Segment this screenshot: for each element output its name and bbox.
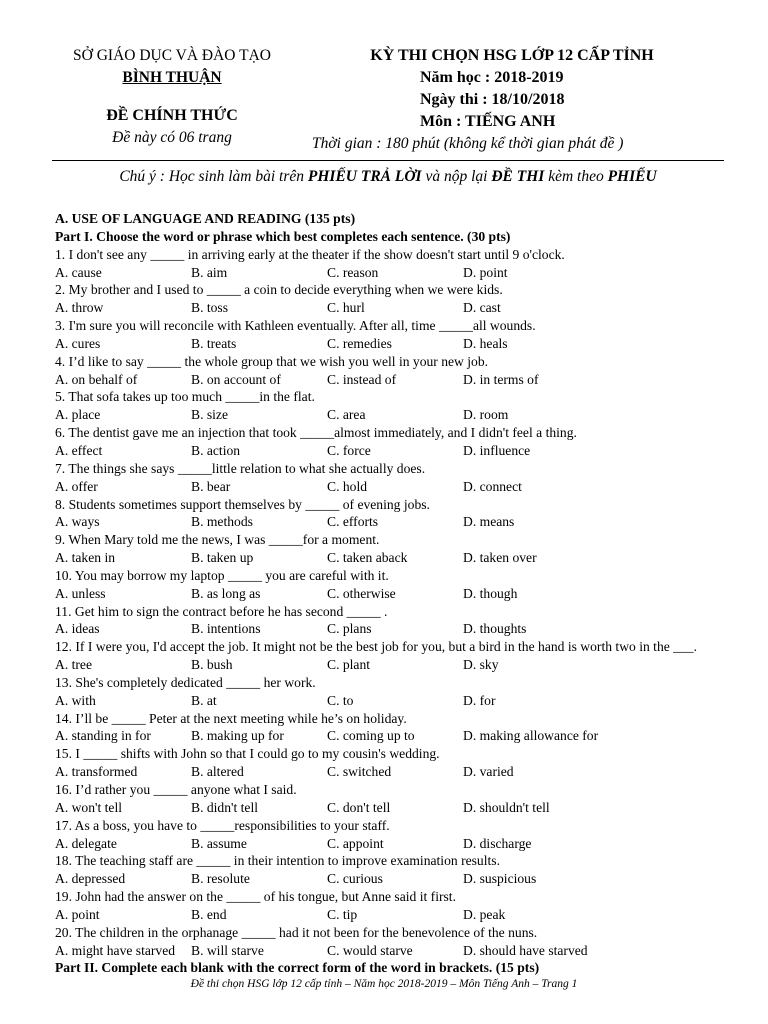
header-divider (52, 160, 724, 161)
answer-option: B. aim (191, 264, 228, 280)
answer-options (55, 371, 735, 389)
answer-option: D. connect (463, 478, 522, 494)
answer-option: A. point (55, 906, 100, 922)
exam-date: Ngày thi : 18/10/2018 (420, 91, 565, 108)
question-text: 14. I’ll be _____ Peter at the next meeting while he’s on holiday. (55, 710, 407, 726)
exam-duration: Thời gian : 180 phút (không kể thời gian phát đề ) (312, 135, 624, 152)
answer-options (55, 264, 735, 282)
answer-option: B. altered (191, 764, 244, 780)
header-left (52, 45, 292, 149)
answer-option: B. as long as (191, 585, 261, 601)
answer-option: C. taken aback (327, 550, 408, 566)
question-text: 17. As a boss, you have to _____responsibilities to your staff. (55, 817, 390, 833)
note-exam: ĐỀ THI (491, 168, 545, 185)
answer-option: C. instead of (327, 371, 397, 387)
answer-option: D. thoughts (463, 621, 527, 637)
answer-option: C. force (327, 442, 371, 458)
answer-option: B. bear (191, 478, 231, 494)
answer-options (55, 656, 735, 674)
answer-option: D. point (463, 264, 508, 280)
answer-option: C. would starve (327, 942, 413, 958)
answer-option: D. means (463, 514, 515, 530)
question-text: 16. I’d rather you _____ anyone what I said. (55, 782, 297, 797)
answer-option: B. bush (191, 657, 233, 673)
answer-option: D. discharge (463, 835, 532, 851)
answer-option: A. effect (55, 442, 103, 458)
answer-option: B. action (191, 442, 241, 458)
answer-option: C. hold (327, 478, 368, 494)
question-text: 15. I _____ shifts with John so that I could go to my cousin's wedding. (55, 746, 440, 762)
answer-option: B. making up for (191, 728, 284, 744)
answer-options (55, 763, 735, 781)
answer-option: D. influence (463, 442, 531, 458)
part-heading: Part II. Complete each blank with the correct form of the word in brackets. (15 pts) (55, 960, 540, 976)
answer-option: D. though (463, 585, 518, 601)
answer-option: A. offer (55, 478, 98, 494)
answer-option: A. depressed (55, 871, 126, 887)
answer-option: C. plans (327, 621, 372, 637)
answer-options (55, 406, 735, 424)
department-name: SỞ GIÁO DỤC VÀ ĐÀO TẠO (73, 47, 271, 64)
answer-option: A. taken in (55, 550, 116, 566)
answer-option: C. remedies (327, 335, 392, 351)
school-year: Năm học : 2018-2019 (420, 69, 564, 86)
question-text: 13. She's completely dedicated _____ her work. (55, 674, 316, 690)
answer-option: C. to (327, 692, 354, 708)
answer-option: C. otherwise (327, 585, 396, 601)
note-middle2: kèm theo (544, 168, 608, 185)
official-label: ĐỀ CHÍNH THỨC (106, 107, 238, 124)
answer-options (55, 620, 735, 638)
answer-option: D. in terms of (463, 371, 539, 387)
instruction-note (52, 168, 724, 186)
question-text: 18. The teaching staff are _____ in their intention to improve examination results. (55, 853, 500, 869)
answer-option: A. won't tell (55, 799, 123, 815)
answer-option: A. throw (55, 300, 104, 316)
answer-option: B. methods (191, 514, 253, 530)
answer-options (55, 549, 735, 567)
question-text: 2. My brother and I used to _____ a coin to decide everything when we were kids. (55, 282, 503, 298)
answer-option: D. making allowance for (463, 728, 599, 744)
answer-option: A. might have starved (55, 942, 176, 958)
answer-option: B. taken up (191, 550, 254, 566)
answer-options (55, 799, 735, 817)
section-heading: A. USE OF LANGUAGE AND READING (135 pts) (55, 211, 356, 226)
question-text: 10. You may borrow my laptop _____ you are careful with it. (55, 567, 389, 583)
question-text: 8. Students sometimes support themselves by _____ of evening jobs. (55, 496, 430, 512)
answer-options (55, 942, 735, 960)
answer-option: B. size (191, 407, 228, 423)
answer-option: A. transformed (55, 764, 138, 780)
answer-option: D. heals (463, 335, 508, 351)
answer-option: D. sky (463, 657, 499, 673)
answer-option: B. toss (191, 300, 229, 316)
question-text: 19. John had the answer on the _____ of his tongue, but Anne said it first. (55, 889, 456, 905)
question-text: 4. I’d like to say _____ the whole group that we wish you well in your new job. (55, 353, 489, 369)
page-count: Đề này có 06 trang (112, 129, 232, 146)
answer-option: B. will starve (191, 942, 264, 958)
note-prefix: Chú ý : Học sinh làm bài trên (119, 168, 308, 185)
answer-option: C. switched (327, 764, 392, 780)
answer-option: D. cast (463, 300, 501, 316)
answer-options (55, 692, 735, 710)
answer-option: C. area (327, 407, 366, 423)
answer-options (55, 906, 735, 924)
answer-option: C. reason (327, 264, 379, 280)
answer-option: D. varied (463, 764, 514, 780)
answer-option: A. tree (55, 657, 92, 673)
answer-option: C. hurl (327, 300, 365, 316)
answer-option: A. cause (55, 264, 102, 280)
answer-option: A. cures (55, 335, 101, 351)
answer-option: B. end (191, 906, 227, 922)
answer-option: C. appoint (327, 835, 384, 851)
answer-options (55, 585, 735, 603)
part-heading: Part I. Choose the word or phrase which best completes each sentence. (30 pts) (55, 228, 511, 244)
answer-option: B. on account of (191, 371, 281, 387)
question-text: 5. That sofa takes up too much _____in the flat. (55, 389, 315, 405)
answer-option: C. plant (327, 657, 371, 673)
answer-option: C. tip (327, 906, 358, 922)
header-right (312, 45, 712, 155)
question-text: 20. The children in the orphanage _____ had it not been for the benevolence of the nuns. (55, 924, 538, 940)
answer-option: B. intentions (191, 621, 261, 637)
answer-option: A. on behalf of (55, 371, 138, 387)
answer-options (55, 442, 735, 460)
note-sheet: PHIẾU (607, 168, 657, 185)
question-text: 1. I don't see any _____ in arriving early at the theater if the show doesn't start until 9 o'clock. (55, 246, 565, 262)
answer-options (55, 299, 735, 317)
answer-option: C. don't tell (327, 799, 391, 815)
exam-content (55, 210, 735, 977)
answer-options (55, 513, 735, 531)
question-list (55, 246, 735, 960)
answer-options (55, 870, 735, 888)
answer-option: C. efforts (327, 514, 379, 530)
question-text: 11. Get him to sign the contract before he has second _____ . (55, 603, 388, 619)
answer-option: B. treats (191, 335, 237, 351)
question-text: 12. If I were you, I'd accept the job. It might not be the best job for you, but a bird in the hand is worth two in the ___. (55, 639, 697, 655)
page-footer: Đề thi chọn HSG lớp 12 cấp tỉnh – Năm học 2018-2019 – Môn Tiếng Anh – Trang 1 (190, 978, 578, 990)
answer-options (55, 335, 735, 353)
answer-option: D. taken over (463, 550, 537, 566)
subject: Môn : TIẾNG ANH (420, 113, 556, 130)
answer-option: D. room (463, 407, 509, 423)
question-text: 7. The things she says _____little relation to what she actually does. (55, 460, 426, 476)
answer-option: D. should have starved (463, 942, 588, 958)
answer-option: A. standing in for (55, 728, 151, 744)
answer-option: B. didn't tell (191, 799, 259, 815)
answer-options (55, 727, 735, 745)
answer-option: D. suspicious (463, 871, 537, 887)
answer-option: B. assume (191, 835, 247, 851)
answer-option: C. coming up to (327, 728, 415, 744)
answer-option: A. place (55, 407, 101, 423)
answer-option: A. ideas (55, 621, 100, 637)
answer-option: D. shouldn't tell (463, 799, 550, 815)
question-text: 3. I'm sure you will reconcile with Kathleen eventually. After all, time _____all wounds. (55, 318, 536, 334)
question-text: 6. The dentist gave me an injection that took _____almost immediately, and I didn't feel a thing. (55, 425, 577, 441)
province-name: BÌNH THUẬN (122, 69, 222, 86)
answer-options (55, 835, 735, 853)
answer-option: A. with (55, 692, 96, 708)
note-answer-sheet: PHIẾU TRẢ LỜI (307, 168, 422, 185)
note-middle: và nộp lại (421, 168, 492, 185)
answer-option: A. delegate (55, 835, 117, 851)
answer-option: D. peak (463, 906, 506, 922)
question-text: 9. When Mary told me the news, I was _____for a moment. (55, 532, 380, 548)
answer-option: D. for (463, 692, 496, 708)
answer-option: B. resolute (191, 871, 250, 887)
exam-title: KỲ THI CHỌN HSG LỚP 12 CẤP TỈNH (370, 47, 654, 64)
answer-option: A. unless (55, 585, 106, 601)
answer-option: A. ways (55, 514, 100, 530)
answer-option: B. at (191, 692, 217, 708)
answer-options (55, 478, 735, 496)
answer-option: C. curious (327, 871, 383, 887)
